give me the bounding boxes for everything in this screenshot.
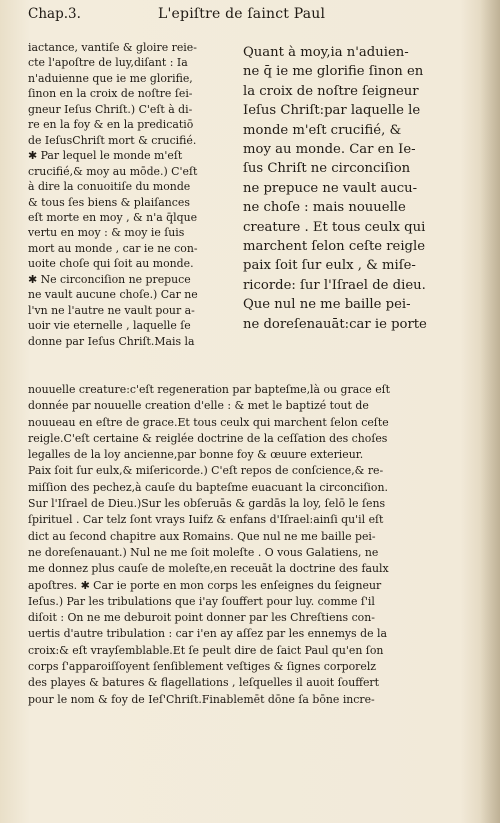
continuation-line: donnée par nouuelle creation d'elle : & met le baptizé tout de (28, 399, 369, 413)
commentary-line: l'vn ne l'autre ne vault pour a- (28, 303, 195, 317)
commentary-continuation (28, 382, 448, 708)
continuation-line: dict au ſecond chapitre aux Romains. Que nul ne me baille pei- (28, 529, 376, 543)
commentary-line: iactance, vantiſe & gloire reie- (28, 41, 197, 54)
continuation-line: uertis d'autre tribulation : car i'en ay aſſez par les ennemys de la (28, 627, 387, 641)
commentary-line: re en la foy & en la predicatiō (28, 118, 194, 132)
running-title: L'epiſtre de ſainct Paul (158, 6, 326, 22)
scripture-line: ne choſe : mais nouuelle (243, 200, 406, 216)
continuation-line: me donnez plus cauſe de moleſte,en receuāt la doctrine des faulx (28, 562, 389, 576)
scripture-line: Quant à moy,ia n'aduien- (243, 45, 409, 60)
commentary-line: à dire la conuoitiſe du monde (28, 180, 191, 194)
commentary-line: crucifié,& moy au mōde.) C'eſt (28, 164, 198, 178)
continuation-line: Sur l'Iſrael de Dieu.)Sur les obſeruās & gardās la loy, ſelō le ſens (28, 497, 386, 511)
continuation-line: ſpirituel . Car telz ſont vrays Iuifz & enfans d'Iſrael:ainſi qu'il eſt (28, 513, 384, 527)
scripture-line: ne doreſenauāt:car ie porte (243, 316, 427, 332)
scripture-line: moy au monde. Car en Ie- (243, 142, 416, 158)
continuation-line: Paix ſoit ſur eulx,& miſericorde.) C'eſt repos de conſcience,& re- (28, 464, 384, 478)
scripture-line: ne q̄ ie me glorifie ſinon en (243, 64, 424, 80)
commentary-line: ✱ Ne circonciſion ne prepuce (28, 272, 191, 286)
scripture-line: ſus Chriſt ne circonciſion (243, 161, 411, 177)
continuation-line: pour le nom & foy de Ieſ'Chriſt.Finablemēt dōne ſa bōne incre- (28, 692, 375, 706)
commentary-line: ne vault aucune choſe.) Car ne (28, 288, 198, 302)
commentary-line: n'aduienne que ie me glorifie, (28, 71, 193, 85)
scripture-line: Ieſus Chriſt:par laquelle le (243, 103, 421, 119)
page-header (28, 6, 470, 28)
scripture-column (243, 43, 463, 334)
commentary-line: cte l'apoſtre de luy,diſant : Ia (28, 56, 188, 70)
scripture-line: Que nul ne me baille pei- (243, 297, 411, 313)
commentary-line: de IeſusChriſt mort & crucifié. (28, 133, 197, 147)
commentary-line: & tous ſes biens & plaiſances (28, 195, 190, 209)
commentary-line: ſinon en la croix de noſtre ſei- (28, 87, 193, 101)
continuation-line: des playes & batures & flagellations , leſquelles il auoit ſouffert (28, 676, 379, 690)
continuation-line: apoſtres. ✱ Car ie porte en mon corps les enſeignes du ſeigneur (28, 578, 382, 592)
scripture-line: ricorde: ſur l'Iſrael de dieu. (243, 277, 426, 293)
continuation-line: Ieſus.) Par les tribulations que i'ay ſouffert pour luy. comme ſ'il (28, 594, 375, 608)
scripture-line: ne prepuce ne vault aucu- (243, 180, 418, 196)
continuation-line: nouueau en eſtre de grace.Et tous ceulx qui marchent ſelon ceſte (28, 415, 389, 429)
commentary-line: vertu en moy : & moy ie ſuis (28, 226, 185, 240)
continuation-line: corps ſ'apparoiſſoyent ſenſiblement veſtiges & ſignes corporelz (28, 660, 377, 674)
continuation-line: diſoit : On ne me deburoit point donner par les Chreſtiens con- (28, 611, 375, 625)
commentary-line: uoite choſe qui ſoit au monde. (28, 257, 194, 271)
commentary-line: mort au monde , car ie ne con- (28, 241, 198, 255)
commentary-line: gneur Ieſus Chriſt.) C'eſt à di- (28, 102, 193, 116)
continuation-line: miſſion des pechez,à cauſe du bapteſme euacuant la circonciſion. (28, 480, 388, 494)
scripture-line: creature . Et tous ceulx qui (243, 219, 426, 235)
continuation-line: ne doreſenauant.) Nul ne me ſoit moleſte . O vous Galatiens, ne (28, 545, 379, 559)
chapter-marker: Chap.3. (28, 6, 81, 22)
commentary-line: uoir vie eternelle , laquelle ſe (28, 319, 191, 333)
continuation-line: reigle.C'eſt certaine & reiglée doctrine de la ceſſation des choſes (28, 431, 388, 445)
page-gutter-shadow (480, 0, 500, 823)
scripture-line: monde m'eſt crucifié, & (243, 122, 402, 138)
continuation-line: legalles de la loy ancienne,par bonne foy & œuure exterieur. (28, 448, 364, 462)
commentary-column (28, 40, 228, 349)
commentary-line: donne par Ieſus Chriſt.Mais la (28, 334, 195, 348)
commentary-line: ✱ Par lequel le monde m'eſt (28, 149, 183, 163)
continuation-line: croix:& eſt vrayſemblable.Et ſe peult dire de ſaict Paul qu'en ſon (28, 643, 384, 657)
scripture-line: paix ſoit ſur eulx , & miſe- (243, 258, 416, 274)
continuation-line: nouuelle creature:c'eſt regeneration par bapteſme,là ou grace eſt (28, 383, 391, 396)
scripture-line: la croix de noſtre ſeigneur (243, 83, 419, 99)
commentary-line: eſt morte en moy , & n'a q̄lque (28, 210, 198, 224)
scripture-line: marchent ſelon ceſte reigle (243, 239, 426, 255)
